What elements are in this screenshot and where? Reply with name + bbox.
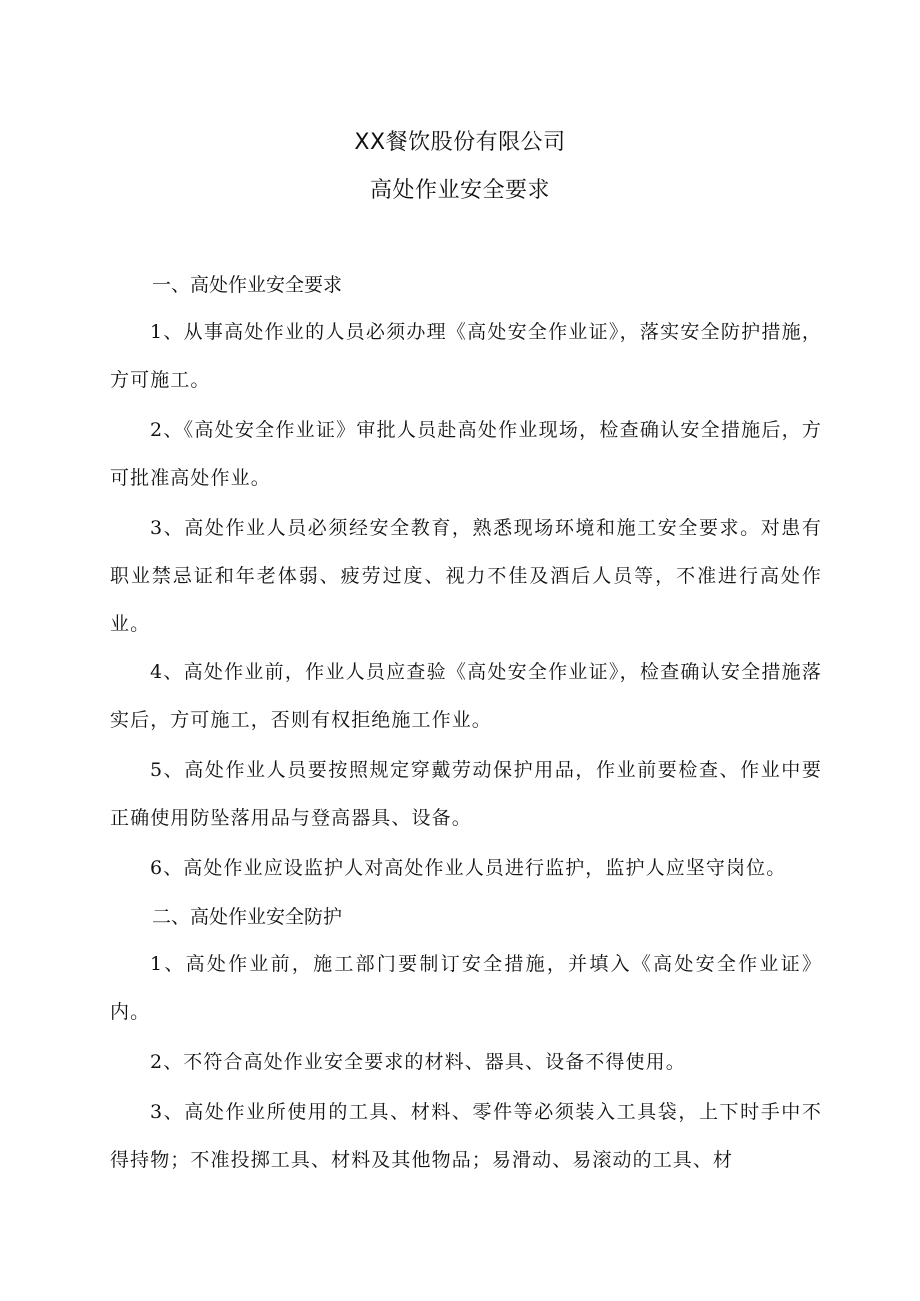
paragraph-1-5: 5、高处作业人员要按照规定穿戴劳动保护用品，作业前要检查、作业中要正确使用防坠落用品与登高器具、设备。: [110, 759, 822, 829]
paragraph-2-3: 3、高处作业所使用的工具、材料、零件等必须装入工具袋，上下时手中不得持物；不准投掷工具、材料及其他物品；易滑动、易滚动的工具、材: [110, 1101, 822, 1171]
paragraph-1-4: 4、高处作业前，作业人员应查验《高处安全作业证》，检查确认安全措施落实后，方可施工，否则有权拒绝施工作业。: [110, 661, 822, 731]
section-heading-2: 二、高处作业安全防护: [152, 906, 343, 928]
company-name: XX餐饮股份有限公司: [354, 130, 566, 155]
section-heading-1: 一、高处作业安全要求: [152, 274, 343, 296]
paragraph-1-6: 6、高处作业应设监护人对高处作业人员进行监护，监护人应坚守岗位。: [150, 857, 787, 879]
paragraph-2-2: 2、不符合高处作业安全要求的材料、器具、设备不得使用。: [150, 1051, 686, 1073]
paragraph-1-1: 1、从事高处作业的人员必须办理《高处安全作业证》，落实安全防护措施，方可施工。: [110, 321, 822, 391]
paragraph-1-2: 2、《高处安全作业证》审批人员赴高处作业现场，检查确认安全措施后，方可批准高处作业。: [110, 419, 822, 489]
paragraph-2-1: 1、高处作业前，施工部门要制订安全措施，并填入《高处安全作业证》内。: [110, 953, 822, 1023]
document-title: 高处作业安全要求: [369, 178, 550, 203]
paragraph-1-3: 3、高处作业人员必须经安全教育，熟悉现场环境和施工安全要求。对患有职业禁忌证和年老体弱、疲劳过度、视力不佳及酒后人员等，不准进行高处作业。: [110, 517, 822, 635]
